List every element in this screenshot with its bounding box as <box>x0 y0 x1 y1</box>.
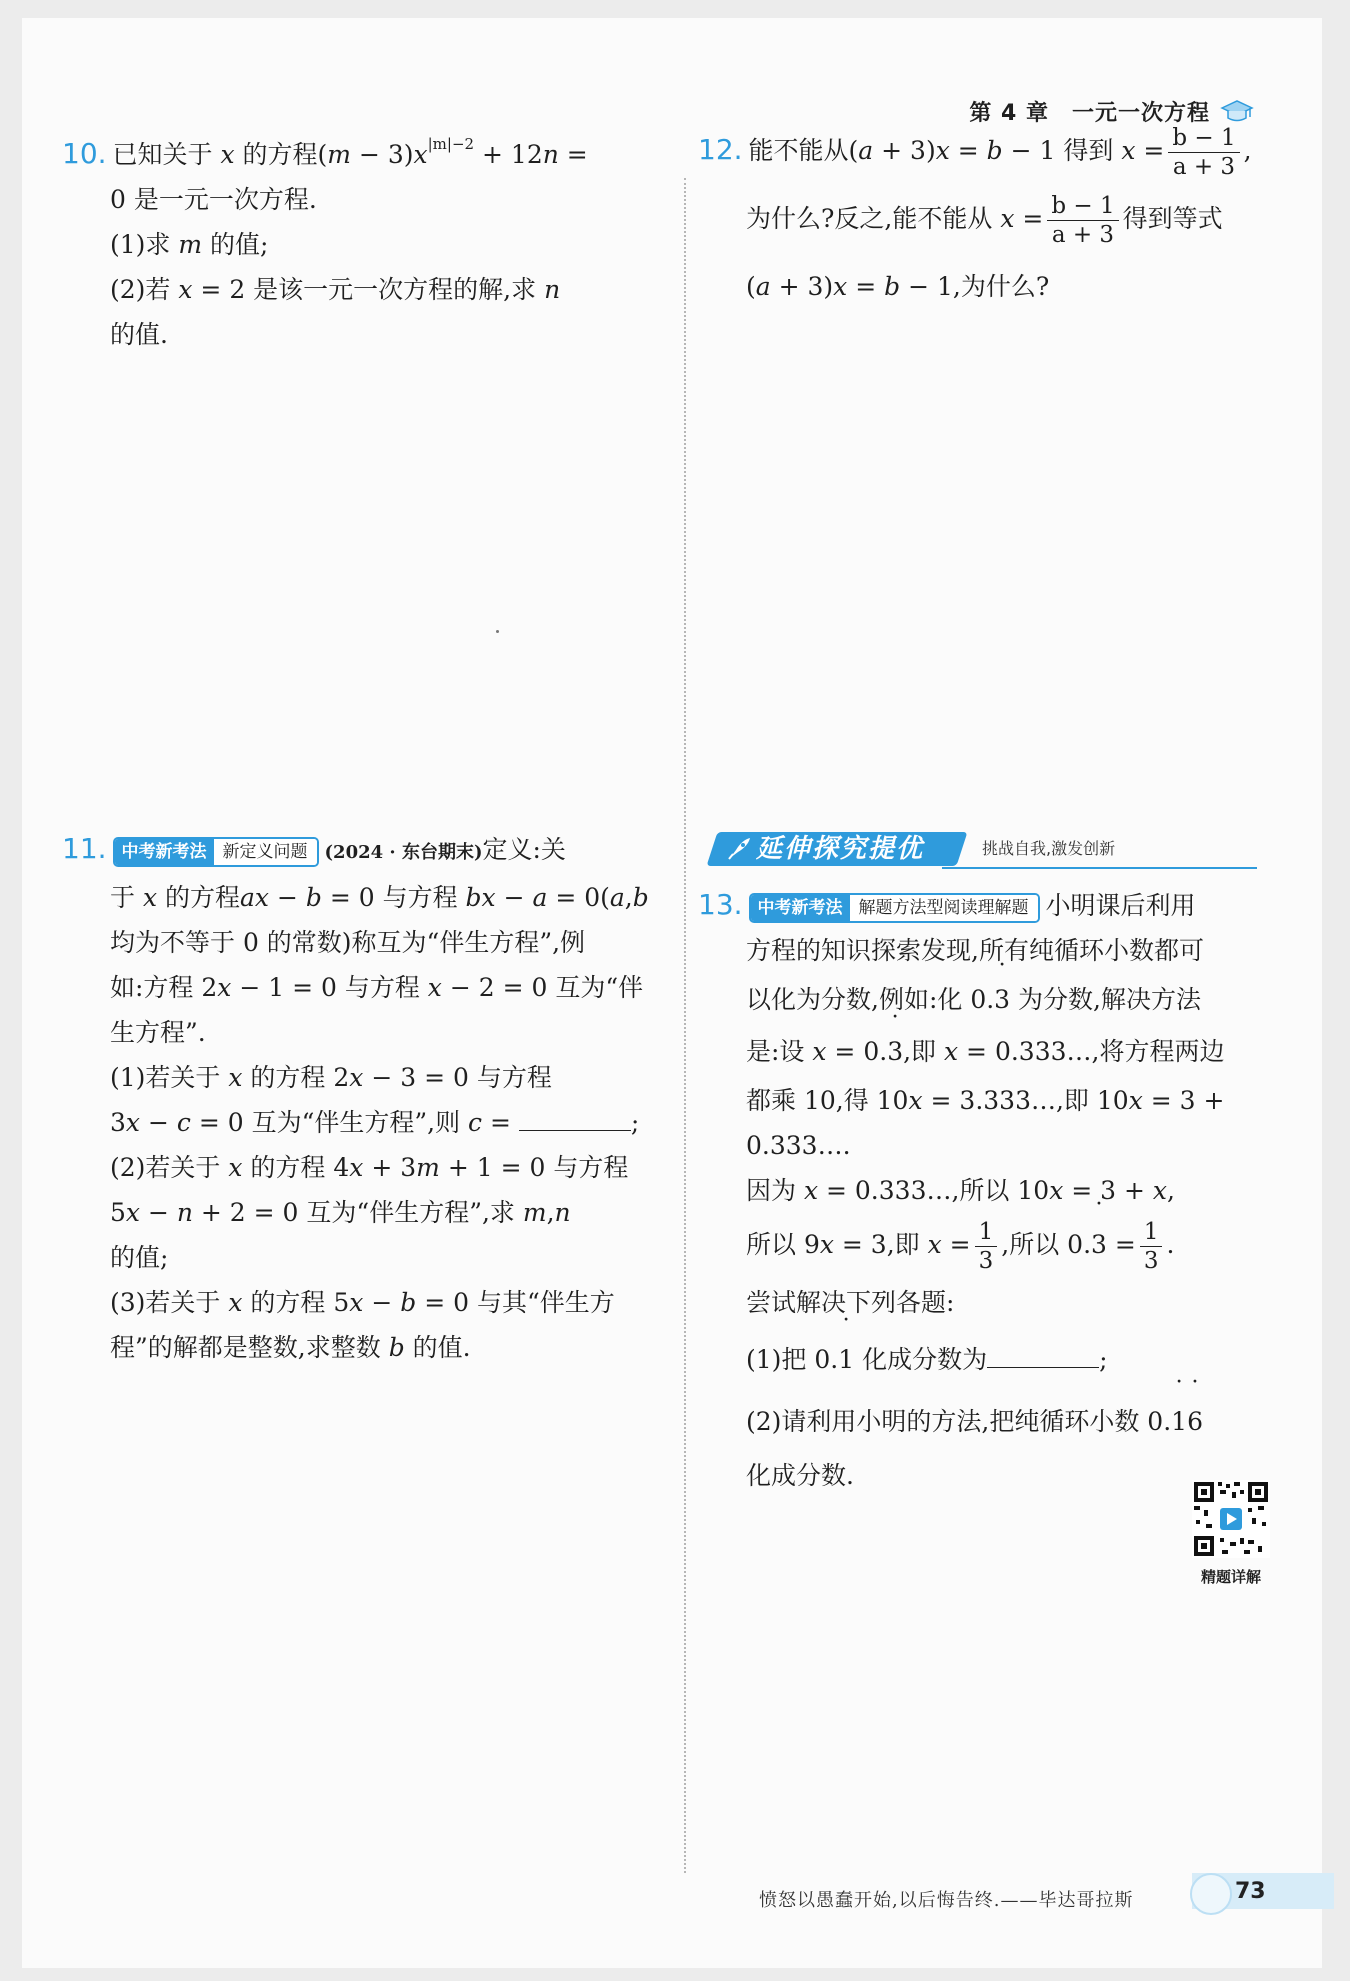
q13-line-9: 尝试解决下列各题: <box>746 1288 955 1317</box>
q13-number: 13. <box>698 888 743 921</box>
q11-text: 的方程 2 <box>242 1063 350 1092</box>
repeating-digit: · 3 <box>1091 1213 1107 1277</box>
q13-line-1 <box>698 882 1282 928</box>
q10-text: 的值; <box>202 230 269 259</box>
q10-text: + 12 <box>474 140 543 169</box>
banner-underline <box>942 867 1257 869</box>
q12-text: 能不能从( <box>748 136 859 165</box>
q11-part-2-end: 的值; <box>110 1243 169 1272</box>
q13-text: = 0.333…,所以 10 <box>818 1176 1050 1205</box>
q11-text: = 0 互为“伴生方程”,则 <box>190 1108 469 1137</box>
q10-text: 的方程( <box>234 140 328 169</box>
q13-text: 为分数,解决方法 <box>1010 985 1201 1014</box>
var-x: x <box>1049 1176 1064 1205</box>
workbook-page <box>22 18 1322 1968</box>
fraction-numerator: b − 1 <box>1168 124 1239 153</box>
q11-text: + 2 = 0 互为“伴生方程”,求 <box>192 1198 523 1227</box>
q12-text: = <box>1135 136 1165 165</box>
q11-line-5: 生方程”. <box>110 1018 206 1047</box>
repeating-digit: · 6 <box>1187 1391 1203 1453</box>
banner-title: 延伸探究提优 <box>756 834 925 864</box>
var-x: x <box>812 1037 827 1066</box>
fraction-denominator: 3 <box>1143 1248 1159 1274</box>
var-b: b <box>400 1288 417 1317</box>
q13-text: ; <box>1099 1345 1108 1374</box>
source-label: (2024 · 东台期末) <box>324 842 483 863</box>
var-x: x <box>833 272 848 301</box>
var-n: n <box>176 1198 193 1227</box>
q11-text: − 2 = 0 互为“伴 <box>441 973 644 1002</box>
var-x: x <box>935 136 950 165</box>
q13-line-3 <box>698 974 1282 1026</box>
q11-text: 于 <box>110 883 143 912</box>
var-x: x <box>178 275 193 304</box>
q11-text: = 0 与其“伴生方 <box>416 1288 615 1317</box>
q11-text: 5 <box>110 1198 126 1227</box>
q13-text: (2)请利用小明的方法,把纯循环小数 0. <box>746 1407 1172 1436</box>
var-x: x <box>427 973 442 1002</box>
q13-text: 小明课后利用 <box>1045 891 1196 920</box>
question-13 <box>542 882 1282 1498</box>
var-x: x <box>349 1153 364 1182</box>
q13-text: 所以 9 <box>746 1230 820 1259</box>
q13-text: 都乘 10,得 10 <box>746 1086 909 1115</box>
var-n: n <box>542 140 559 169</box>
var-b: b <box>305 883 322 912</box>
var-x: x <box>1000 204 1015 233</box>
new-method-tag <box>749 893 1040 923</box>
var-x: x <box>142 883 158 912</box>
tag-sub: 新定义问题 <box>214 839 317 865</box>
page-number-ring <box>1190 1873 1232 1915</box>
q11-text: − <box>140 1198 177 1227</box>
q10-text: = 2 是该一元一次方程的解,求 <box>192 275 545 304</box>
q11-text: 3 <box>110 1108 126 1137</box>
repeating-digit: · 1 <box>838 1329 854 1391</box>
fraction <box>975 1218 998 1275</box>
q13-text: , <box>1167 1176 1175 1205</box>
q12-text: = <box>1014 204 1044 233</box>
var-x: x <box>217 973 232 1002</box>
var-x: x <box>803 1176 819 1205</box>
repeating-digit: · 3 <box>887 1026 903 1078</box>
var-x: x <box>1121 136 1136 165</box>
var-bx: bx <box>465 883 496 912</box>
q11-text: = <box>482 1108 519 1137</box>
q10-text: (1)求 <box>110 230 179 259</box>
var-a: a <box>858 136 874 165</box>
var-x: x <box>819 1230 834 1259</box>
q11-text: + 3 <box>363 1153 417 1182</box>
fraction <box>1168 124 1239 181</box>
var-x: x <box>349 1063 364 1092</box>
var-ax: ax <box>240 883 270 912</box>
q13-text: = <box>1106 1230 1136 1259</box>
q13-line-2: 方程的知识探索发现,所有纯循环小数都可 <box>746 936 1204 965</box>
chapter-title: 第 4 章 一元一次方程 <box>969 101 1210 126</box>
q11-text: 程”的解都是整数,求整数 <box>110 1333 389 1362</box>
var-x: x <box>927 1230 942 1259</box>
var-b: b <box>884 272 901 301</box>
q13-text: = 3 + <box>1063 1176 1153 1205</box>
fraction-numerator: b − 1 <box>1047 192 1118 221</box>
var-m: m <box>522 1198 547 1227</box>
repeating-digit: · 1 <box>1171 1391 1187 1453</box>
q11-text: ; <box>630 1108 640 1137</box>
footer-quote: 愤怒以愚蠢开始,以后悔告终.——毕达哥拉斯 <box>759 1890 1134 1911</box>
q10-number: 10. <box>62 137 107 170</box>
q11-text: − <box>269 883 306 912</box>
q13-text: = 3,即 <box>833 1230 928 1259</box>
tag-sub: 解题方法型阅读理解题 <box>850 895 1038 921</box>
q13-text: = <box>941 1230 971 1259</box>
extension-banner <box>712 830 1257 870</box>
question-12 <box>542 122 1282 317</box>
q11-text: − <box>495 883 533 912</box>
var-x: x <box>944 1037 959 1066</box>
q11-text: − 3 = 0 与方程 <box>363 1063 552 1092</box>
q13-text: = 0.333…,将方程两边 <box>958 1037 1225 1066</box>
q12-text: − 1 得到 <box>1002 136 1122 165</box>
q13-line-5 <box>698 1078 1282 1123</box>
q13-text: = 0. <box>826 1037 888 1066</box>
tag-main: 中考新考法 <box>751 895 850 921</box>
q11-text: = 0 与方程 <box>321 883 466 912</box>
q12-line-2 <box>698 181 1282 257</box>
q11-line-3: 均为不等于 0 的常数)称互为“伴生方程”,例 <box>110 928 586 957</box>
q10-text: 已知关于 <box>112 140 221 169</box>
q12-line-1 <box>698 122 1282 181</box>
q13-part-2-cont: 化成分数. <box>746 1461 854 1490</box>
q12-text: , <box>1243 136 1252 165</box>
q11-text: − <box>140 1108 177 1137</box>
var-x: x <box>228 1153 243 1182</box>
page-number: 73 <box>1235 1879 1266 1904</box>
q13-text: ,所以 0. <box>1001 1230 1092 1259</box>
q11-text: (3)若关于 <box>110 1288 229 1317</box>
q11-number: 11. <box>62 832 107 865</box>
var-n: n <box>554 1198 571 1227</box>
var-x: x <box>228 1288 243 1317</box>
q13-text: = 3.333…,即 10 <box>922 1086 1129 1115</box>
paper-speck <box>496 630 499 633</box>
fraction-denominator: a + 3 <box>1172 154 1236 180</box>
q11-line-1 <box>62 826 672 875</box>
fraction-denominator: 3 <box>978 1248 994 1274</box>
q10-text: (2)若 <box>110 275 179 304</box>
fraction <box>1140 1218 1163 1275</box>
answer-blank[interactable] <box>987 1343 1099 1368</box>
q13-text: 化成分数为 <box>854 1345 988 1374</box>
var-x: x <box>228 1063 243 1092</box>
q13-text: = 3 + <box>1142 1086 1225 1115</box>
banner-subtitle: 挑战自我,激发创新 <box>982 839 1116 858</box>
exponent: |m|−2 <box>427 135 475 153</box>
var-x: x <box>125 1198 141 1227</box>
q13-line-6: 0.333…. <box>746 1131 851 1160</box>
q13-text: ,即 <box>903 1037 944 1066</box>
q12-text: + 3) <box>873 136 936 165</box>
q13-line-7 <box>698 1168 1282 1213</box>
q12-text: − 1,为什么? <box>900 272 1050 301</box>
var-m: m <box>178 230 203 259</box>
var-x: x <box>125 1108 141 1137</box>
q13-text: . <box>1166 1230 1175 1259</box>
q12-number: 12. <box>698 133 743 166</box>
q10-text: = <box>558 140 588 169</box>
var-x: x <box>1128 1086 1143 1115</box>
var-a: a <box>755 272 771 301</box>
var-x: x <box>220 140 235 169</box>
var-b: b <box>388 1333 405 1362</box>
var-c: c <box>468 1108 483 1137</box>
q10-part-2-cont: 的值. <box>110 320 168 349</box>
new-method-tag <box>113 837 319 867</box>
q11-text: 如:方程 2 <box>110 973 218 1002</box>
fraction-numerator: 1 <box>975 1218 998 1247</box>
var-n: n <box>544 275 561 304</box>
q11-text: − 1 = 0 与方程 <box>231 973 428 1002</box>
q13-line-4 <box>698 1026 1282 1078</box>
q11-text: 的值. <box>404 1333 471 1362</box>
q11-text: 的方程 4 <box>242 1153 350 1182</box>
var-b: b <box>632 883 649 912</box>
q11-text: (1)若关于 <box>110 1063 229 1092</box>
q13-part-2 <box>698 1391 1282 1453</box>
q12-text: + 3) <box>770 272 834 301</box>
var-c: c <box>176 1108 191 1137</box>
var-b: b <box>986 136 1003 165</box>
q11-text: = 0( <box>547 883 610 912</box>
q10-line-2: 0 是一元一次方程. <box>110 185 317 214</box>
var-a: a <box>609 883 625 912</box>
q12-text: 为什么?反之,能不能从 <box>746 204 1001 233</box>
fraction-denominator: a + 3 <box>1051 222 1115 248</box>
var-m: m <box>327 140 352 169</box>
q12-text: = <box>847 272 885 301</box>
qr-code[interactable] <box>1192 1480 1270 1587</box>
q13-text: (1)把 0. <box>746 1345 839 1374</box>
q11-text: , <box>546 1198 555 1227</box>
q11-text: 的方程 5 <box>242 1288 350 1317</box>
graduation-cap-icon <box>1220 99 1254 125</box>
var-x: x <box>413 140 428 169</box>
fraction <box>1047 192 1118 249</box>
q13-text: 以化为分数,例如:化 0. <box>746 985 995 1014</box>
q11-text: , <box>624 883 633 912</box>
tag-main: 中考新考法 <box>115 839 214 865</box>
q12-text: ( <box>746 272 756 301</box>
var-a: a <box>532 883 548 912</box>
q12-text: 得到等式 <box>1122 204 1223 233</box>
q11-text: + 1 = 0 与方程 <box>439 1153 629 1182</box>
var-x: x <box>349 1288 364 1317</box>
fraction-numerator: 1 <box>1140 1218 1163 1247</box>
q11-text: (2)若关于 <box>110 1153 229 1182</box>
var-m: m <box>416 1153 440 1182</box>
q12-line-3 <box>698 257 1282 317</box>
repeating-digit: · 3 <box>994 974 1010 1026</box>
q13-text: 是:设 <box>746 1037 813 1066</box>
qr-caption: 精题详解 <box>1200 1568 1261 1586</box>
q11-text: 定义:关 <box>482 835 566 864</box>
qr-code-image <box>1192 1480 1270 1558</box>
var-x: x <box>908 1086 923 1115</box>
var-x: x <box>1152 1176 1167 1205</box>
rocket-icon <box>726 836 752 866</box>
q13-text: 因为 <box>746 1176 804 1205</box>
q11-text: − <box>363 1288 401 1317</box>
q10-text: − 3) <box>351 140 414 169</box>
q11-text: 的方程 <box>157 883 241 912</box>
q13-line-8 <box>698 1213 1282 1277</box>
q12-text: = <box>949 136 987 165</box>
